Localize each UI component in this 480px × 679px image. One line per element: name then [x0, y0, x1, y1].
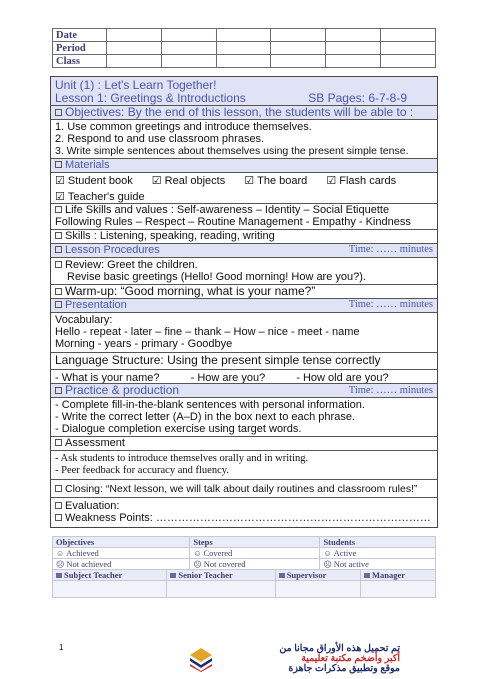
checkbox-icon: [55, 246, 62, 253]
time-label: Time: …… minutes: [348, 244, 433, 255]
checkbox-icon: [55, 301, 62, 308]
checked-box-icon: ☑: [151, 175, 162, 187]
checkbox-icon: [55, 514, 62, 521]
date-cell: [107, 29, 162, 42]
practice-list: - Complete fill-in-the-blank sentences with personal information. - Write the correct letter (A–D) in the box next to each phrase. - Dialogue completion exercise using target words.: [51, 398, 437, 437]
checked-box-icon: ☑: [244, 175, 255, 187]
objectives-list: [51, 120, 437, 159]
review: Review: Greet the children. Revise basic greetings (Hello! Good morning! How are you?).: [51, 258, 437, 285]
materials-list: ☑ Student book ☑ Real objects ☑ The board ☑ Flash cards ☑ Teacher's guide: [51, 173, 437, 204]
smile-icon: ☺: [56, 549, 65, 558]
promo-logo: [188, 642, 400, 674]
questions: - What is your name? - How are you? - How old are you?: [51, 370, 437, 384]
procedures-header: Lesson Procedures Time: …… minutes: [51, 244, 437, 258]
promo-line-2: أكبر وأضخم مكتبة تعليمية: [301, 653, 400, 664]
checked-box-icon: ☑: [326, 175, 337, 187]
date-period-class-table: [52, 28, 436, 68]
students-head: Students: [320, 537, 436, 548]
evaluation-table: Objectives Steps Students ☺ Achieved ☺ Covered ☺ Active ☹ Not achieved ☹ Not covered ☹ Not active: [52, 536, 436, 570]
checked-box-icon: ☑: [55, 175, 65, 187]
checkbox-icon: [55, 109, 62, 116]
signature-icon: [170, 573, 176, 578]
vocabulary: Vocabulary: Hello - repeat - later – fine – thank – How – nice - meet - name Morning - years - primary - Goodbye: [51, 313, 437, 353]
checkbox-icon: [55, 439, 62, 446]
checkbox-icon: [55, 261, 62, 268]
checkbox-icon: [55, 502, 62, 509]
sad-icon: ☹: [193, 560, 202, 569]
promo-line-1: تم تحميل هذه الأوراق مجانا من: [279, 643, 400, 654]
signature-icon: [364, 573, 370, 578]
date-label: Date: [53, 29, 107, 42]
assessment-header: Assessment: [51, 437, 437, 451]
sad-icon: ☹: [56, 560, 65, 569]
signature-icon: [279, 573, 285, 578]
warm-up: Warm-up: “Good morning, what is your name?”: [51, 285, 437, 299]
language-structure: Language Structure: Using the present simple tense correctly: [51, 353, 437, 370]
objectives-head: Objectives: [53, 537, 190, 548]
evaluation-notes: Evaluation: Weakness Points: …………………………………………………………………: [51, 498, 437, 527]
objectives-header: Objectives: By the end of this lesson, the students will be able to :: [51, 106, 437, 120]
checkbox-icon: [55, 206, 62, 213]
unit-title: Unit (1) : Let's Learn Together!: [55, 78, 217, 92]
manager-signature: [361, 581, 436, 598]
time-label: Time: …… minutes: [348, 385, 433, 396]
signature-table: Subject Teacher Senior Teacher Supervisor Manager: [52, 569, 436, 598]
checkbox-icon: [55, 288, 62, 295]
class-label: Class: [53, 55, 107, 68]
unit-lesson-header: [51, 77, 437, 106]
senior-teacher-signature: [167, 581, 275, 598]
assessment-list: - Ask students to introduce themselves orally and in writing. - Peer feedback for accuracy and fluency.: [51, 451, 437, 480]
supervisor-signature: [275, 581, 360, 598]
objective-item: 1. Use common greetings and introduce themselves.: [55, 121, 312, 133]
signature-icon: [56, 573, 62, 578]
subject-teacher-signature: [53, 581, 167, 598]
life-skills: Life Skills and values : Self-awareness – Identity – Social Etiquette Following Rules – Respect – Routine Management - Empathy - Kindness: [51, 204, 437, 230]
objective-item: 2. Respond to and use classroom phrases.: [55, 133, 265, 145]
sb-pages: SB Pages: 6-7-8-9: [308, 91, 407, 105]
checked-box-icon: ☑: [55, 191, 65, 203]
practice-header: Practice & production Time: …… minutes: [51, 384, 437, 398]
steps-head: Steps: [190, 537, 320, 548]
page-number: 1: [59, 643, 64, 652]
book-stack-icon: [188, 646, 214, 672]
checkbox-icon: [55, 161, 62, 168]
lesson-title: Lesson 1: Greetings & Introductions: [55, 91, 246, 105]
smile-icon: ☺: [193, 549, 202, 558]
closing: Closing: “Next lesson, we will talk about daily routines and classroom rules!”: [51, 480, 437, 498]
checkbox-icon: [55, 232, 62, 239]
sad-icon: ☹: [323, 560, 332, 569]
skills: Skills : Listening, speaking, reading, writing: [51, 230, 437, 244]
presentation-header: Presentation Time: …… minutes: [51, 299, 437, 313]
checkbox-icon: [55, 485, 62, 492]
smile-icon: ☺: [323, 549, 332, 558]
promo-line-3: موقع وتطبيق مذكرات جاهزة: [288, 663, 400, 674]
materials-header: Materials: [51, 159, 437, 173]
checkbox-icon: [55, 387, 62, 394]
objective-item: 3. Write simple sentences about themselves using the present simple tense.: [55, 145, 409, 157]
time-label: Time: …… minutes: [348, 299, 433, 310]
period-label: Period: [53, 42, 107, 55]
lesson-plan: [50, 76, 438, 528]
